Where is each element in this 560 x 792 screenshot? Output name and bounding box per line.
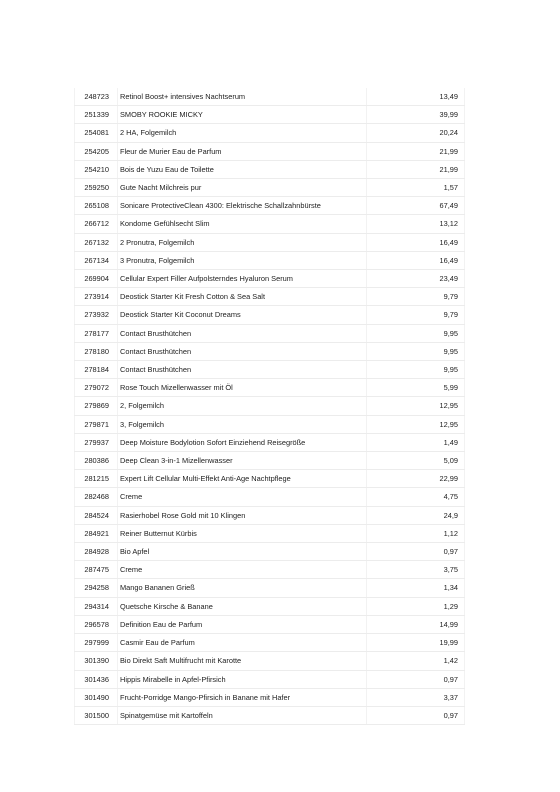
product-name-cell: Reiner Butternut Kürbis: [118, 524, 367, 542]
table-row: [75, 433, 465, 451]
product-price-cell: 16,49: [367, 233, 465, 251]
product-name-cell: Frucht-Porridge Mango-Pfirsich in Banane mit Hafer: [118, 688, 367, 706]
product-name-cell: Gute Nacht Milchreis pur: [118, 179, 367, 197]
product-name-cell: Sonicare ProtectiveClean 4300: Elektrische Schallzahnbürste: [118, 197, 367, 215]
table-row: [75, 634, 465, 652]
product-id-cell: 267134: [75, 251, 118, 269]
product-price-cell: 13,49: [367, 88, 465, 106]
table-row: [75, 452, 465, 470]
product-id-cell: 254210: [75, 160, 118, 178]
table-row: [75, 688, 465, 706]
product-name-cell: Rasierhobel Rose Gold mit 10 Klingen: [118, 506, 367, 524]
table-row: [75, 233, 465, 251]
product-price-cell: 12,95: [367, 415, 465, 433]
product-name-cell: Deep Clean 3-in-1 Mizellenwasser: [118, 452, 367, 470]
product-price-cell: 3,75: [367, 561, 465, 579]
table-row: [75, 179, 465, 197]
product-name-cell: Bois de Yuzu Eau de Toilette: [118, 160, 367, 178]
product-id-cell: 281215: [75, 470, 118, 488]
table-row: [75, 652, 465, 670]
product-id-cell: 301390: [75, 652, 118, 670]
product-id-cell: 296578: [75, 615, 118, 633]
product-id-cell: 301436: [75, 670, 118, 688]
product-name-cell: Creme: [118, 561, 367, 579]
product-id-cell: 284921: [75, 524, 118, 542]
product-name-cell: Fleur de Murier Eau de Parfum: [118, 142, 367, 160]
product-name-cell: Contact Brusthütchen: [118, 361, 367, 379]
product-id-cell: 278177: [75, 324, 118, 342]
product-name-cell: Hippis Mirabelle in Apfel-Pfirsich: [118, 670, 367, 688]
table-row: [75, 706, 465, 724]
product-id-cell: 301500: [75, 706, 118, 724]
table-body: [75, 88, 465, 725]
table-row: [75, 415, 465, 433]
table-row: [75, 470, 465, 488]
product-name-cell: Cellular Expert Filler Aufpolsterndes Hyaluron Serum: [118, 270, 367, 288]
product-price-cell: 1,57: [367, 179, 465, 197]
product-name-cell: 2, Folgemilch: [118, 397, 367, 415]
product-price-cell: 39,99: [367, 106, 465, 124]
product-price-table-container: [74, 88, 464, 725]
product-price-cell: 20,24: [367, 124, 465, 142]
table-row: [75, 288, 465, 306]
table-row: [75, 524, 465, 542]
product-price-cell: 5,99: [367, 379, 465, 397]
product-id-cell: 294258: [75, 579, 118, 597]
product-id-cell: 279869: [75, 397, 118, 415]
product-id-cell: 278184: [75, 361, 118, 379]
table-row: [75, 615, 465, 633]
product-name-cell: Retinol Boost+ intensives Nachtserum: [118, 88, 367, 106]
product-id-cell: 273932: [75, 306, 118, 324]
product-price-cell: 1,29: [367, 597, 465, 615]
product-id-cell: 248723: [75, 88, 118, 106]
product-price-cell: 21,99: [367, 142, 465, 160]
table-row: [75, 197, 465, 215]
table-row: [75, 251, 465, 269]
product-price-cell: 9,95: [367, 361, 465, 379]
table-row: [75, 106, 465, 124]
product-price-cell: 9,79: [367, 306, 465, 324]
product-id-cell: 280386: [75, 452, 118, 470]
product-name-cell: Deostick Starter Kit Coconut Dreams: [118, 306, 367, 324]
product-id-cell: 267132: [75, 233, 118, 251]
product-id-cell: 269904: [75, 270, 118, 288]
product-price-cell: 1,34: [367, 579, 465, 597]
product-name-cell: 3, Folgemilch: [118, 415, 367, 433]
product-price-cell: 4,75: [367, 488, 465, 506]
product-name-cell: Spinatgemüse mit Kartoffeln: [118, 706, 367, 724]
product-id-cell: 284928: [75, 543, 118, 561]
product-name-cell: Deostick Starter Kit Fresh Cotton & Sea Salt: [118, 288, 367, 306]
product-price-cell: 24,9: [367, 506, 465, 524]
table-row: [75, 561, 465, 579]
product-price-cell: 1,42: [367, 652, 465, 670]
product-price-cell: 1,49: [367, 433, 465, 451]
product-price-cell: 12,95: [367, 397, 465, 415]
product-price-cell: 21,99: [367, 160, 465, 178]
product-price-cell: 5,09: [367, 452, 465, 470]
table-row: [75, 324, 465, 342]
product-id-cell: 254205: [75, 142, 118, 160]
product-name-cell: Rose Touch Mizellenwasser mit Öl: [118, 379, 367, 397]
product-price-cell: 9,79: [367, 288, 465, 306]
product-name-cell: Definition Eau de Parfum: [118, 615, 367, 633]
table-row: [75, 506, 465, 524]
product-price-cell: 14,99: [367, 615, 465, 633]
product-price-cell: 0,97: [367, 670, 465, 688]
product-id-cell: 284524: [75, 506, 118, 524]
product-name-cell: Mango Bananen Grieß: [118, 579, 367, 597]
product-name-cell: 3 Pronutra, Folgemilch: [118, 251, 367, 269]
product-id-cell: 278180: [75, 342, 118, 360]
table-row: [75, 142, 465, 160]
product-id-cell: 259250: [75, 179, 118, 197]
table-row: [75, 124, 465, 142]
table-row: [75, 361, 465, 379]
product-id-cell: 279937: [75, 433, 118, 451]
product-name-cell: Casmir Eau de Parfum: [118, 634, 367, 652]
table-row: [75, 488, 465, 506]
product-price-table: [74, 88, 465, 725]
product-id-cell: 265108: [75, 197, 118, 215]
product-id-cell: 251339: [75, 106, 118, 124]
product-name-cell: Expert Lift Cellular Multi-Effekt Anti-Age Nachtpflege: [118, 470, 367, 488]
product-id-cell: 282468: [75, 488, 118, 506]
table-row: [75, 597, 465, 615]
product-price-cell: 67,49: [367, 197, 465, 215]
product-name-cell: Quetsche Kirsche & Banane: [118, 597, 367, 615]
table-row: [75, 543, 465, 561]
product-price-cell: 1,12: [367, 524, 465, 542]
product-price-cell: 9,95: [367, 324, 465, 342]
product-price-cell: 23,49: [367, 270, 465, 288]
table-row: [75, 270, 465, 288]
product-price-cell: 0,97: [367, 543, 465, 561]
product-id-cell: 279871: [75, 415, 118, 433]
product-id-cell: 297999: [75, 634, 118, 652]
product-name-cell: Contact Brusthütchen: [118, 342, 367, 360]
product-id-cell: 266712: [75, 215, 118, 233]
product-price-cell: 3,37: [367, 688, 465, 706]
product-id-cell: 301490: [75, 688, 118, 706]
product-price-cell: 19,99: [367, 634, 465, 652]
product-name-cell: Deep Moisture Bodylotion Sofort Einziehend Reisegröße: [118, 433, 367, 451]
table-row: [75, 397, 465, 415]
product-name-cell: SMOBY ROOKIE MICKY: [118, 106, 367, 124]
product-name-cell: Contact Brusthütchen: [118, 324, 367, 342]
table-row: [75, 160, 465, 178]
product-id-cell: 294314: [75, 597, 118, 615]
product-name-cell: 2 Pronutra, Folgemilch: [118, 233, 367, 251]
product-price-cell: 13,12: [367, 215, 465, 233]
table-row: [75, 306, 465, 324]
product-price-cell: 9,95: [367, 342, 465, 360]
product-id-cell: 279072: [75, 379, 118, 397]
table-row: [75, 670, 465, 688]
table-row: [75, 215, 465, 233]
product-price-cell: 16,49: [367, 251, 465, 269]
product-name-cell: Kondome Gefühlsecht Slim: [118, 215, 367, 233]
product-id-cell: 273914: [75, 288, 118, 306]
product-id-cell: 254081: [75, 124, 118, 142]
product-price-cell: 22,99: [367, 470, 465, 488]
product-name-cell: Creme: [118, 488, 367, 506]
table-row: [75, 379, 465, 397]
product-price-cell: 0,97: [367, 706, 465, 724]
product-id-cell: 287475: [75, 561, 118, 579]
table-row: [75, 579, 465, 597]
product-name-cell: 2 HA, Folgemilch: [118, 124, 367, 142]
table-row: [75, 342, 465, 360]
table-row: [75, 88, 465, 106]
product-name-cell: Bio Apfel: [118, 543, 367, 561]
product-name-cell: Bio Direkt Saft Multifrucht mit Karotte: [118, 652, 367, 670]
